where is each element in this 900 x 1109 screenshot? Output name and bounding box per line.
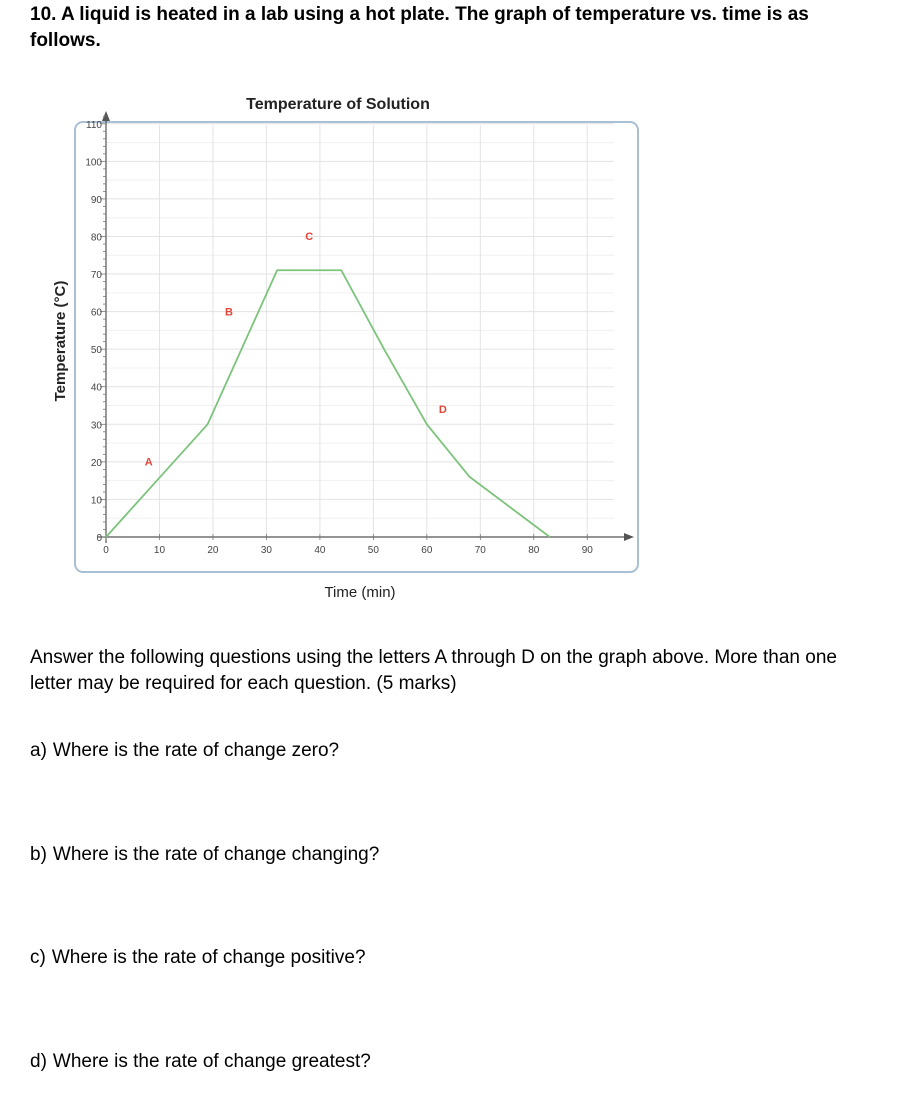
- point-label-b: B: [225, 306, 233, 319]
- x-tick-label: 50: [367, 545, 379, 556]
- question-title: 10. A liquid is heated in a lab using a hot plate. The graph of temperature vs. time is as follows.: [30, 4, 809, 51]
- subquestion-d-label: d): [30, 1051, 47, 1072]
- x-tick-label: 80: [528, 545, 540, 556]
- subquestion-a: [30, 738, 339, 764]
- y-tick-label: 30: [90, 420, 102, 432]
- y-tick-label: 10: [90, 495, 102, 507]
- subquestion-d-text: Where is the rate of change greatest?: [52, 1051, 371, 1072]
- y-tick-label: 90: [90, 194, 102, 206]
- y-tick-label: 80: [90, 232, 102, 244]
- x-tick-label: 60: [421, 545, 433, 556]
- y-tick-label: 110: [86, 119, 102, 131]
- subquestion-c-text: Where is the rate of change positive?: [51, 947, 366, 968]
- y-tick-label: 0: [96, 533, 102, 544]
- y-tick-label: 20: [90, 457, 102, 469]
- instructions-text: Answer the following questions using the letters A through D on the graph above. More than one letter may be required for each question. (5 marks): [30, 647, 837, 694]
- y-tick-label: 70: [90, 270, 102, 282]
- x-tick-label: 0: [103, 545, 109, 556]
- subquestion-b-text: Where is the rate of change changing?: [52, 844, 380, 865]
- subquestion-a-label: a): [30, 740, 47, 761]
- point-label-a: A: [144, 456, 153, 469]
- x-tick-label: 30: [260, 545, 272, 556]
- y-tick-label: 50: [90, 345, 102, 357]
- subquestion-a-text: Where is the rate of change zero?: [52, 740, 340, 761]
- y-tick-label: 100: [85, 157, 102, 169]
- subquestion-d: [30, 1049, 371, 1075]
- x-tick-label: 40: [314, 545, 326, 556]
- subquestion-c-label: c): [30, 947, 46, 968]
- x-axis-label: Time (min): [324, 584, 396, 601]
- x-tick-label: 10: [153, 545, 166, 556]
- subquestion-b: [30, 842, 379, 868]
- subquestion-b-label: b): [30, 844, 47, 865]
- point-label-c: C: [305, 231, 314, 244]
- x-tick-label: 70: [474, 545, 486, 556]
- chart-title: Temperature of Solution: [246, 96, 430, 113]
- point-label-d: D: [438, 404, 447, 417]
- y-tick-label: 60: [90, 307, 102, 319]
- y-tick-label: 40: [90, 382, 102, 394]
- temperature-chart: [40, 85, 660, 610]
- x-tick-label: 20: [207, 545, 219, 556]
- subquestion-c: [30, 945, 366, 971]
- y-axis-label: Temperature (°C): [52, 280, 69, 402]
- x-tick-label: 90: [581, 545, 593, 556]
